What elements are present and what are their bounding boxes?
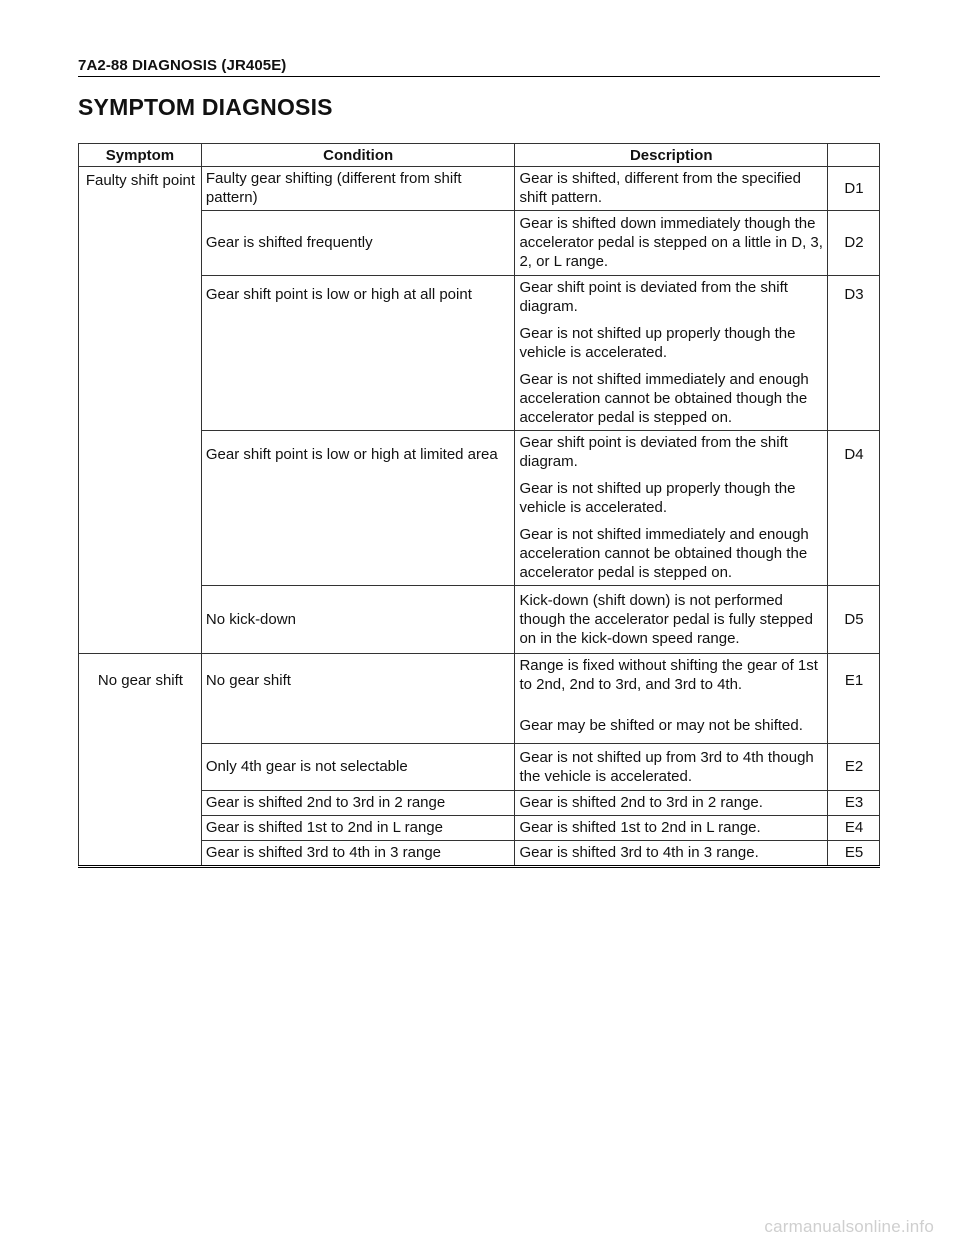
description-text: Gear shift point is deviated from the shift diagram.	[519, 434, 788, 470]
table-header-row	[79, 144, 880, 167]
page-header: 7A2-88 DIAGNOSIS (JR405E)	[78, 57, 880, 77]
table-row	[79, 167, 880, 211]
description-cell	[515, 841, 828, 867]
description-text: Gear may be shifted or may not be shifted.	[519, 717, 803, 734]
description-cell	[515, 431, 828, 586]
code-cell: E4	[828, 816, 880, 841]
description-cell	[515, 744, 828, 791]
condition-cell: Gear is shifted 2nd to 3rd in 2 range	[201, 791, 515, 816]
code-cell: D4	[828, 431, 880, 586]
table-row	[79, 654, 880, 744]
description-text: Kick-down (shift down) is not performed though the accelerator pedal is fully stepped on in the kick-down speed range.	[519, 591, 813, 647]
description-cell	[515, 276, 828, 431]
description-text: Gear is shifted 1st to 2nd in L range.	[519, 819, 761, 836]
description-text: Range is fixed without shifting the gear of 1st to 2nd, 2nd to 3rd, and 3rd to 4th.	[519, 657, 818, 693]
condition-cell: Gear shift point is low or high at limited area	[201, 431, 515, 586]
description-cell	[515, 654, 828, 744]
column-header-code	[828, 144, 880, 167]
condition-cell: No kick-down	[201, 586, 515, 654]
condition-cell: Gear is shifted 3rd to 4th in 3 range	[201, 841, 515, 867]
code-cell: E3	[828, 791, 880, 816]
watermark: carmanualsonline.info	[764, 1217, 934, 1236]
code-cell: D3	[828, 276, 880, 431]
description-text: Gear is shifted 2nd to 3rd in 2 range.	[519, 794, 763, 811]
symptom-diagnosis-table	[78, 143, 880, 868]
code-cell: D2	[828, 211, 880, 276]
column-header-description: Description	[515, 144, 828, 167]
description-cell	[515, 211, 828, 276]
description-cell	[515, 586, 828, 654]
condition-cell: Faulty gear shifting (different from shift pattern)	[201, 167, 515, 211]
condition-cell: No gear shift	[201, 654, 515, 744]
description-text: Gear is not shifted up properly though the vehicle is accelerated.	[519, 325, 796, 361]
description-text: Gear is not shifted up from 3rd to 4th though the vehicle is accelerated.	[519, 748, 814, 785]
description-text: Gear is shifted, different from the specified shift pattern.	[519, 170, 801, 206]
code-cell: E2	[828, 744, 880, 791]
symptom-cell: Faulty shift point	[79, 167, 202, 654]
code-cell: E5	[828, 841, 880, 867]
condition-cell: Gear is shifted frequently	[201, 211, 515, 276]
condition-cell: Only 4th gear is not selectable	[201, 744, 515, 791]
description-text: Gear is shifted 3rd to 4th in 3 range.	[519, 844, 759, 861]
code-cell: E1	[828, 654, 880, 744]
description-cell	[515, 816, 828, 841]
description-text: Gear is not shifted up properly though the vehicle is accelerated.	[519, 480, 796, 516]
condition-cell: Gear is shifted 1st to 2nd in L range	[201, 816, 515, 841]
description-text: Gear shift point is deviated from the shift diagram.	[519, 279, 788, 315]
code-cell: D1	[828, 167, 880, 211]
description-text: Gear is shifted down immediately though the accelerator pedal is stepped on a little in D, 3, 2, or L range.	[519, 215, 823, 270]
condition-cell: Gear shift point is low or high at all point	[201, 276, 515, 431]
column-header-condition: Condition	[201, 144, 515, 167]
description-text: Gear is not shifted immediately and enough acceleration cannot be obtained though the accelerator pedal is stepped on.	[519, 371, 809, 426]
code-cell: D5	[828, 586, 880, 654]
symptom-cell: No gear shift	[79, 654, 202, 867]
page-title: SYMPTOM DIAGNOSIS	[78, 94, 333, 120]
description-cell	[515, 167, 828, 211]
description-cell	[515, 791, 828, 816]
description-text: Gear is not shifted immediately and enough acceleration cannot be obtained though the accelerator pedal is stepped on.	[519, 526, 809, 581]
column-header-symptom: Symptom	[79, 144, 202, 167]
